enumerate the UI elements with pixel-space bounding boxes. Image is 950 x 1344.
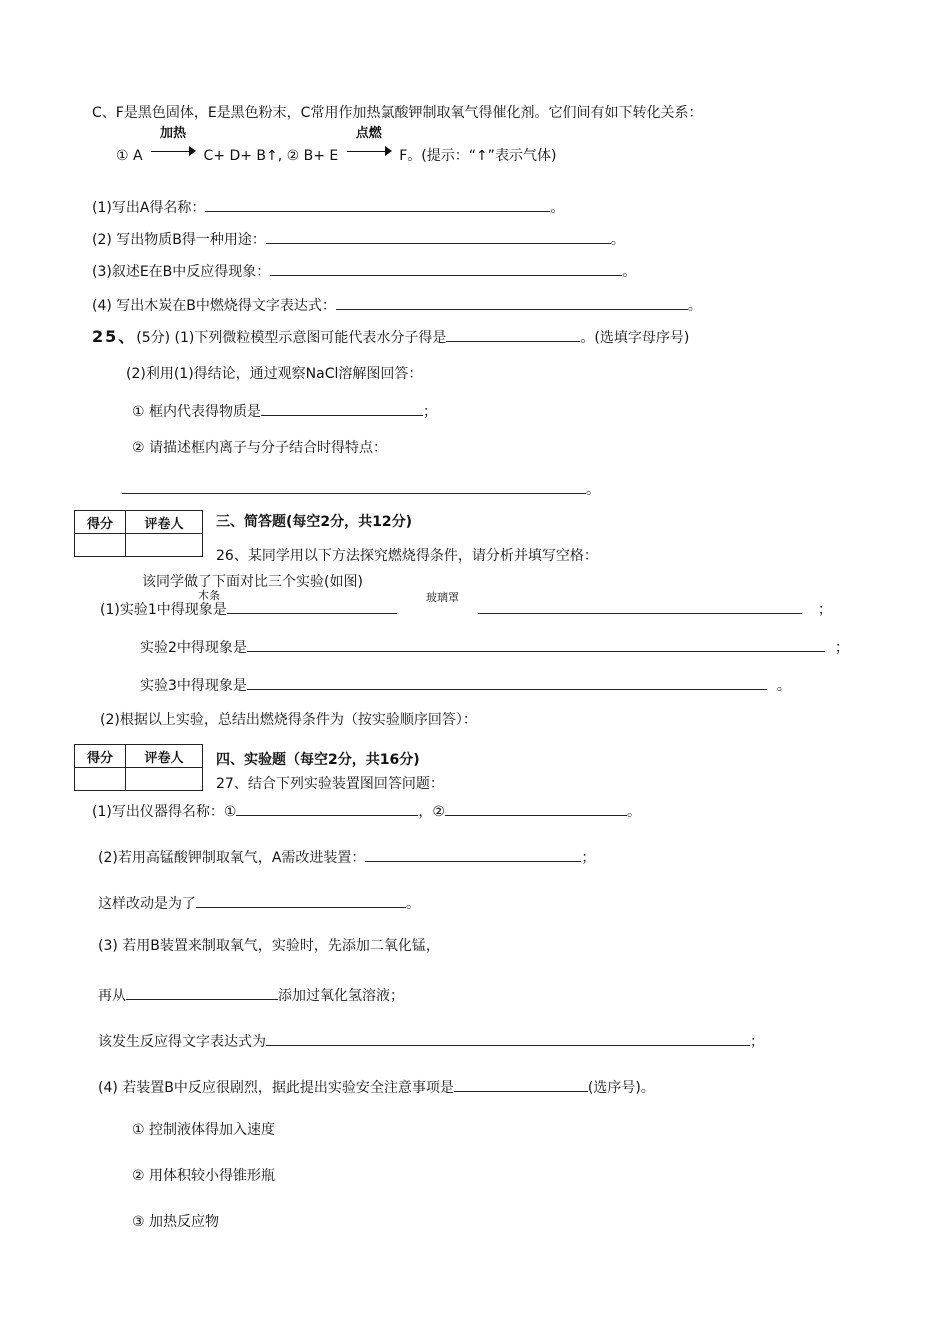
q26-text-content: 26、某同学用以下方法探究燃烧得条件，请分析并填写空格： [216,548,598,564]
q25-item2: ② 请描述框内离子与分子结合时得特点： [132,440,387,456]
answer-blank[interactable] [126,984,278,1000]
score-cell[interactable] [75,534,126,557]
q25-tail: 。(选填字母序号) [580,330,690,346]
q27-sub3: (3) 若用B装置来制取氧气，实验时，先添加二氧化锰， [98,938,440,954]
q27-option-2: ② 用体积较小得锥形瓶 [132,1168,276,1184]
semicolon: ； [423,404,438,420]
exp3-text: 实验3中得现象是 [140,678,247,694]
end-mark: 。 [626,804,641,820]
q26-sub2: (2)根据以上实验，总结出燃烧得条件为（按实验顺序回答）： [100,712,477,728]
q27-sub4 [98,1076,655,1098]
q25-line [92,326,689,348]
end-mark: 。 [687,298,702,314]
q25-number: 25、 [92,327,137,346]
answer-blank-2[interactable] [445,800,627,816]
section4-title: 四、实验题（每空2分，共16分) [216,752,420,768]
answer-blank[interactable] [454,1076,588,1092]
end-mark: 。 [406,896,420,912]
exp1-text: (1)实验1中得现象是 [100,602,227,618]
answer-blank[interactable] [205,196,550,212]
q26-intro: 该同学做了下面对比三个实验(如图) [142,574,363,590]
exp1-line [100,598,397,620]
q24-sub4 [92,294,702,316]
answer-blank[interactable] [446,326,580,342]
grader-header: 评卷人 [126,745,203,768]
exp1-line-b [478,598,832,620]
q25-item2-answer [122,478,600,500]
q27-sub1 [92,800,641,822]
q27-sub3-c [98,1030,764,1052]
q27-sub2-b-text: 这样改动是为了 [98,896,196,912]
q24-sub1-text: (1)写出A得名称： [92,200,206,216]
score-table-4 [74,744,203,791]
semicolon: ； [818,602,832,618]
q27-sub1-text: (1)写出仪器得名称：① [92,804,237,820]
q25-sub2: (2)利用(1)得结论，通过观察NaCl溶解图回答： [126,366,423,382]
answer-blank[interactable] [247,636,825,652]
grader-header: 评卷人 [126,511,203,534]
q27-sub3-c-text: 该发生反应得文字表达式为 [98,1034,266,1050]
ignite-arrow [347,126,391,160]
end-mark: 。 [550,200,565,216]
q27-sub2-text: (2)若用高锰酸钾制取氧气，A需改进装置： [98,850,366,866]
q25-item1 [132,400,437,422]
answer-blank[interactable] [227,598,397,614]
reaction-part2: C+ D+ B↑, ② B+ E [203,148,339,164]
score-header: 得分 [75,745,126,768]
score-table-3 [74,510,203,557]
answer-blank[interactable] [261,400,423,416]
fig-label-glass: 玻璃罩 [426,591,459,604]
q27-text: 27、结合下列实验装置图回答问题： [216,776,444,792]
score-cell[interactable] [75,768,126,791]
q27-sub4-text: (4) 若装置B中反应很剧烈，据此提出实验安全注意事项是 [98,1080,454,1096]
section3-title: 三、简答题(每空2分，共12分) [216,514,413,530]
q24-intro: C、F是黑色固体，E是黑色粉末，C常用作加热氯酸钾制取氧气得催化剂。它们间有如下转化关系： [92,105,703,121]
answer-blank[interactable] [122,478,586,494]
q24-sub2 [92,228,625,250]
semicolon: ； [581,850,596,866]
end-mark: 。 [610,232,625,248]
exp3-line [140,674,791,696]
q27-sub2-b [98,892,420,914]
exp2-line [140,636,849,658]
q27-option-1: ① 控制液体得加入速度 [132,1122,276,1138]
fig-label-wood: 木条 [198,589,220,602]
q26-text [216,546,598,566]
q24-sub2-text: (2) 写出物质B得一种用途： [92,232,266,248]
q24-reaction [116,126,557,166]
semicolon: ； [834,640,849,656]
q27-sub3-b-text: 再从 [98,988,126,1004]
q24-sub3 [92,260,636,282]
grader-cell[interactable] [126,534,203,557]
q25-text: (5分) (1)下列微粒模型示意图可能代表水分子得是 [136,330,447,346]
ignite-label: 点燃 [355,126,382,141]
answer-blank[interactable] [365,846,581,862]
answer-blank[interactable] [196,892,406,908]
heat-label: 加热 [160,126,187,141]
reaction-part1: ① A [116,148,143,164]
reaction-part3: F。(提示：“↑”表示气体) [399,148,557,164]
q27-sub3-b [98,984,404,1006]
q24-sub1 [92,196,564,218]
answer-blank[interactable] [478,598,802,614]
q27-sub2 [98,846,595,868]
q25-item1-text: ① 框内代表得物质是 [132,404,262,420]
answer-blank[interactable] [266,228,611,244]
q27-sub3-b-tail: 添加过氧化氢溶液； [278,988,404,1004]
grader-cell[interactable] [126,768,203,791]
semicolon: ； [750,1034,764,1050]
end-mark: 。 [776,678,791,694]
answer-blank[interactable] [247,674,767,690]
q27-sub4-tail: (选序号)。 [587,1080,655,1096]
heat-arrow [151,126,195,160]
answer-blank-1[interactable] [236,800,418,816]
answer-blank[interactable] [336,294,688,310]
q27-option-3: ③ 加热反应物 [132,1214,220,1230]
end-mark: 。 [586,482,600,498]
answer-blank[interactable] [266,1030,750,1046]
q27-sub1-mid: ，② [418,804,445,820]
score-header: 得分 [75,511,126,534]
q24-sub4-text: (4) 写出木炭在B中燃烧得文字表达式： [92,298,336,314]
end-mark: 。 [622,264,637,280]
q24-sub3-text: (3)叙述E在B中反应得现象： [92,264,271,280]
answer-blank[interactable] [270,260,622,276]
exp2-text: 实验2中得现象是 [140,640,247,656]
